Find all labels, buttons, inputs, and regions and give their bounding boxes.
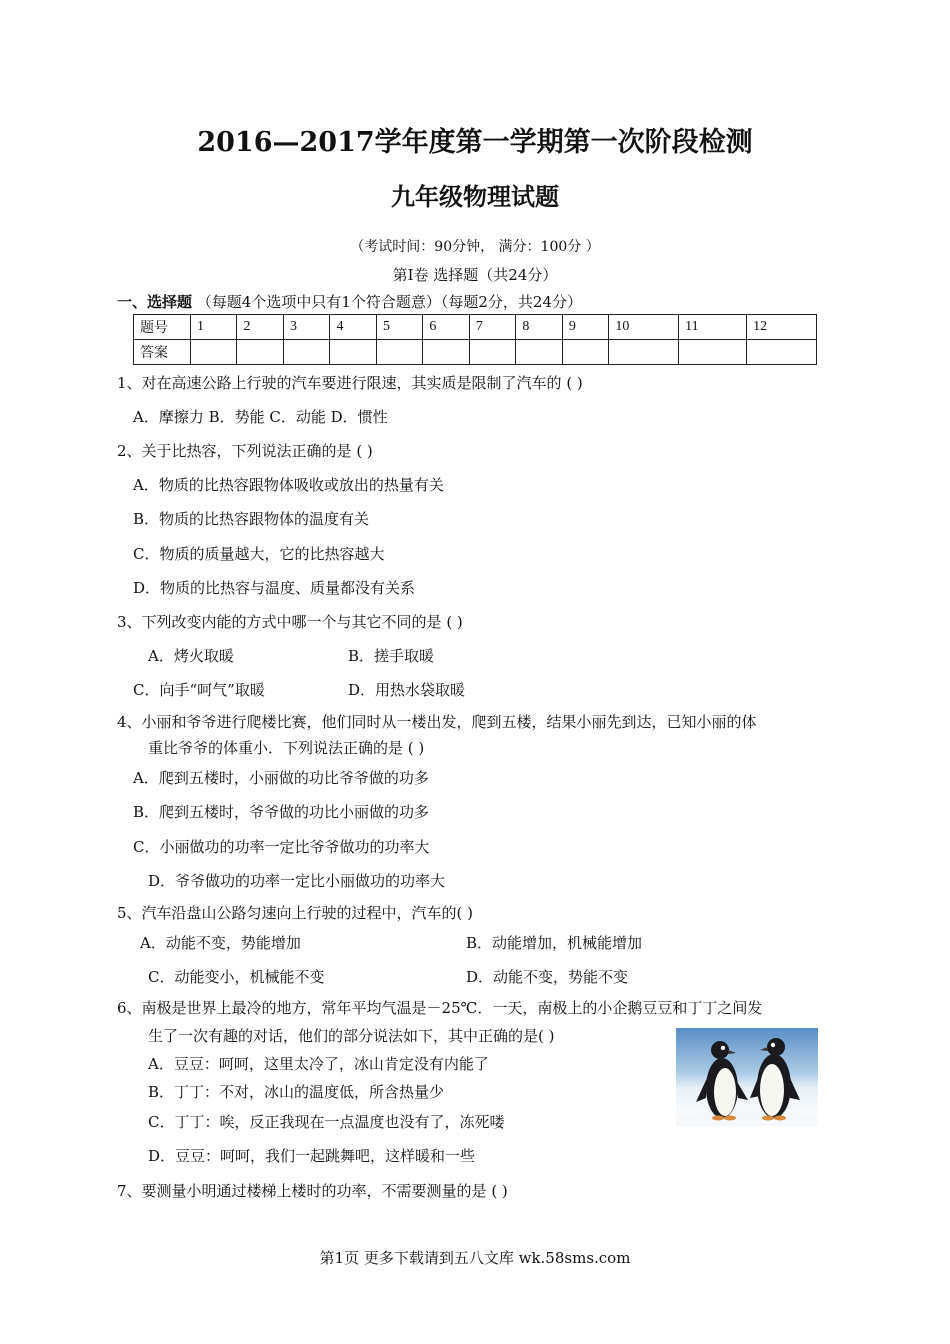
question-5-option-d: D．动能不变，势能不变 <box>466 968 629 986</box>
question-number-cell: 10 <box>609 315 679 340</box>
question-1-stem: 1、对在高速公路上行驶的汽车要进行限速，其实质是限制了汽车的 ( ) <box>117 374 583 392</box>
answer-cell[interactable] <box>562 340 608 365</box>
question-2-option-a: A．物质的比热容跟物体吸收或放出的热量有关 <box>133 476 444 494</box>
question-number-cell: 12 <box>747 315 817 340</box>
question-3-option-a: A．烤火取暖 <box>148 647 234 665</box>
question-4-option-d: D．爷爷做功的功率一定比小丽做功的功率大 <box>148 872 446 890</box>
question-7-stem: 7、要测量小明通过楼梯上楼时的功率，不需要测量的是 ( ) <box>117 1182 508 1200</box>
question-number-cell: 1 <box>191 315 237 340</box>
row-label-answer: 答案 <box>134 340 191 365</box>
question-4-option-b: B．爬到五楼时，爷爷做的功比小丽做的功多 <box>133 803 430 821</box>
exam-title: 2016—2017学年度第一学期第一次阶段检测 <box>197 127 753 158</box>
question-number-cell: 2 <box>237 315 283 340</box>
question-6-stem-line1: 6、南极是世界上最冷的地方，常年平均气温是－25℃．一天，南极上的小企鹅豆豆和丁丁之间发 <box>117 999 763 1017</box>
question-number-cell: 9 <box>562 315 608 340</box>
question-number-cell: 5 <box>376 315 422 340</box>
question-1-options: A．摩擦力 B．势能 C．动能 D．惯性 <box>133 408 388 426</box>
question-4-option-a: A．爬到五楼时，小丽做的功比爷爷做的功多 <box>133 769 429 787</box>
answer-cell[interactable] <box>747 340 817 365</box>
question-number-cell: 7 <box>469 315 515 340</box>
question-4-option-c: C．小丽做功的功率一定比爷爷做功的功率大 <box>133 838 430 856</box>
question-6-stem-line2: 生了一次有趣的对话，他们的部分说法如下，其中正确的是( ) <box>148 1027 555 1045</box>
question-6-option-a: A．豆豆：呵呵，这里太冷了，冰山肯定没有内能了 <box>148 1055 489 1073</box>
answer-table-number-row <box>134 315 817 340</box>
question-number-cell: 8 <box>516 315 562 340</box>
answer-cell[interactable] <box>679 340 747 365</box>
answer-table-answer-row <box>134 340 817 365</box>
question-4-stem-line2: 重比爷爷的体重小．下列说法正确的是 ( ) <box>148 739 425 757</box>
answer-cell[interactable] <box>609 340 679 365</box>
answer-cell[interactable] <box>469 340 515 365</box>
answer-cell[interactable] <box>330 340 376 365</box>
section-label: 一、选择题 <box>117 293 193 311</box>
question-5-option-a: A．动能不变，势能增加 <box>140 934 301 952</box>
answer-table <box>133 314 817 365</box>
penguins-image <box>676 1028 818 1126</box>
question-3-option-b: B．搓手取暖 <box>348 647 435 665</box>
penguin-right <box>750 1038 800 1121</box>
question-3-stem: 3、下列改变内能的方式中哪一个与其它不同的是 ( ) <box>117 613 463 631</box>
question-number-cell: 6 <box>423 315 469 340</box>
question-number-cell: 11 <box>679 315 747 340</box>
row-label-number: 题号 <box>134 315 191 340</box>
penguin-left <box>696 1041 748 1121</box>
question-2-stem: 2、关于比热容，下列说法正确的是 ( ) <box>117 442 373 460</box>
question-6-option-d: D．豆豆：呵呵，我们一起跳舞吧，这样暖和一些 <box>148 1147 476 1165</box>
question-2-option-d: D．物质的比热容与温度、质量都没有关系 <box>133 579 416 597</box>
question-3-option-c: C．向手“呵气”取暖 <box>133 681 265 699</box>
exam-subtitle: 九年级物理试题 <box>391 182 559 211</box>
section-note: （每题4个选项中只有1个符合题意）（每题2分，共24分） <box>196 293 583 311</box>
answer-cell[interactable] <box>237 340 283 365</box>
answer-cell[interactable] <box>376 340 422 365</box>
penguins-illustration <box>676 1028 818 1126</box>
question-6-option-b: B．丁丁：不对，冰山的温度低，所含热量少 <box>148 1083 445 1101</box>
answer-cell[interactable] <box>191 340 237 365</box>
page-footer: 第1页 更多下载请到五八文库 wk.58sms.com <box>319 1249 631 1267</box>
question-2-option-c: C．物质的质量越大，它的比热容越大 <box>133 545 385 563</box>
section-heading <box>117 291 582 312</box>
question-5-option-b: B．动能增加，机械能增加 <box>466 934 643 952</box>
exam-info: （考试时间：90分钟， 满分：100分 ） <box>350 239 600 255</box>
part-title: 第Ⅰ卷 选择题（共24分） <box>392 266 558 284</box>
question-6-option-c: C．丁丁：唉，反正我现在一点温度也没有了，冻死喽 <box>148 1113 505 1131</box>
question-number-cell: 4 <box>330 315 376 340</box>
question-4-stem-line1: 4、小丽和爷爷进行爬楼比赛，他们同时从一楼出发，爬到五楼，结果小丽先到达，已知小丽的体 <box>117 713 757 731</box>
question-5-option-c: C．动能变小，机械能不变 <box>148 968 325 986</box>
answer-cell[interactable] <box>516 340 562 365</box>
answer-cell[interactable] <box>423 340 469 365</box>
question-3-option-d: D．用热水袋取暖 <box>348 681 466 699</box>
question-2-option-b: B．物质的比热容跟物体的温度有关 <box>133 510 370 528</box>
question-5-stem: 5、汽车沿盘山公路匀速向上行驶的过程中，汽车的( ) <box>117 904 474 922</box>
question-number-cell: 3 <box>283 315 329 340</box>
answer-cell[interactable] <box>283 340 329 365</box>
